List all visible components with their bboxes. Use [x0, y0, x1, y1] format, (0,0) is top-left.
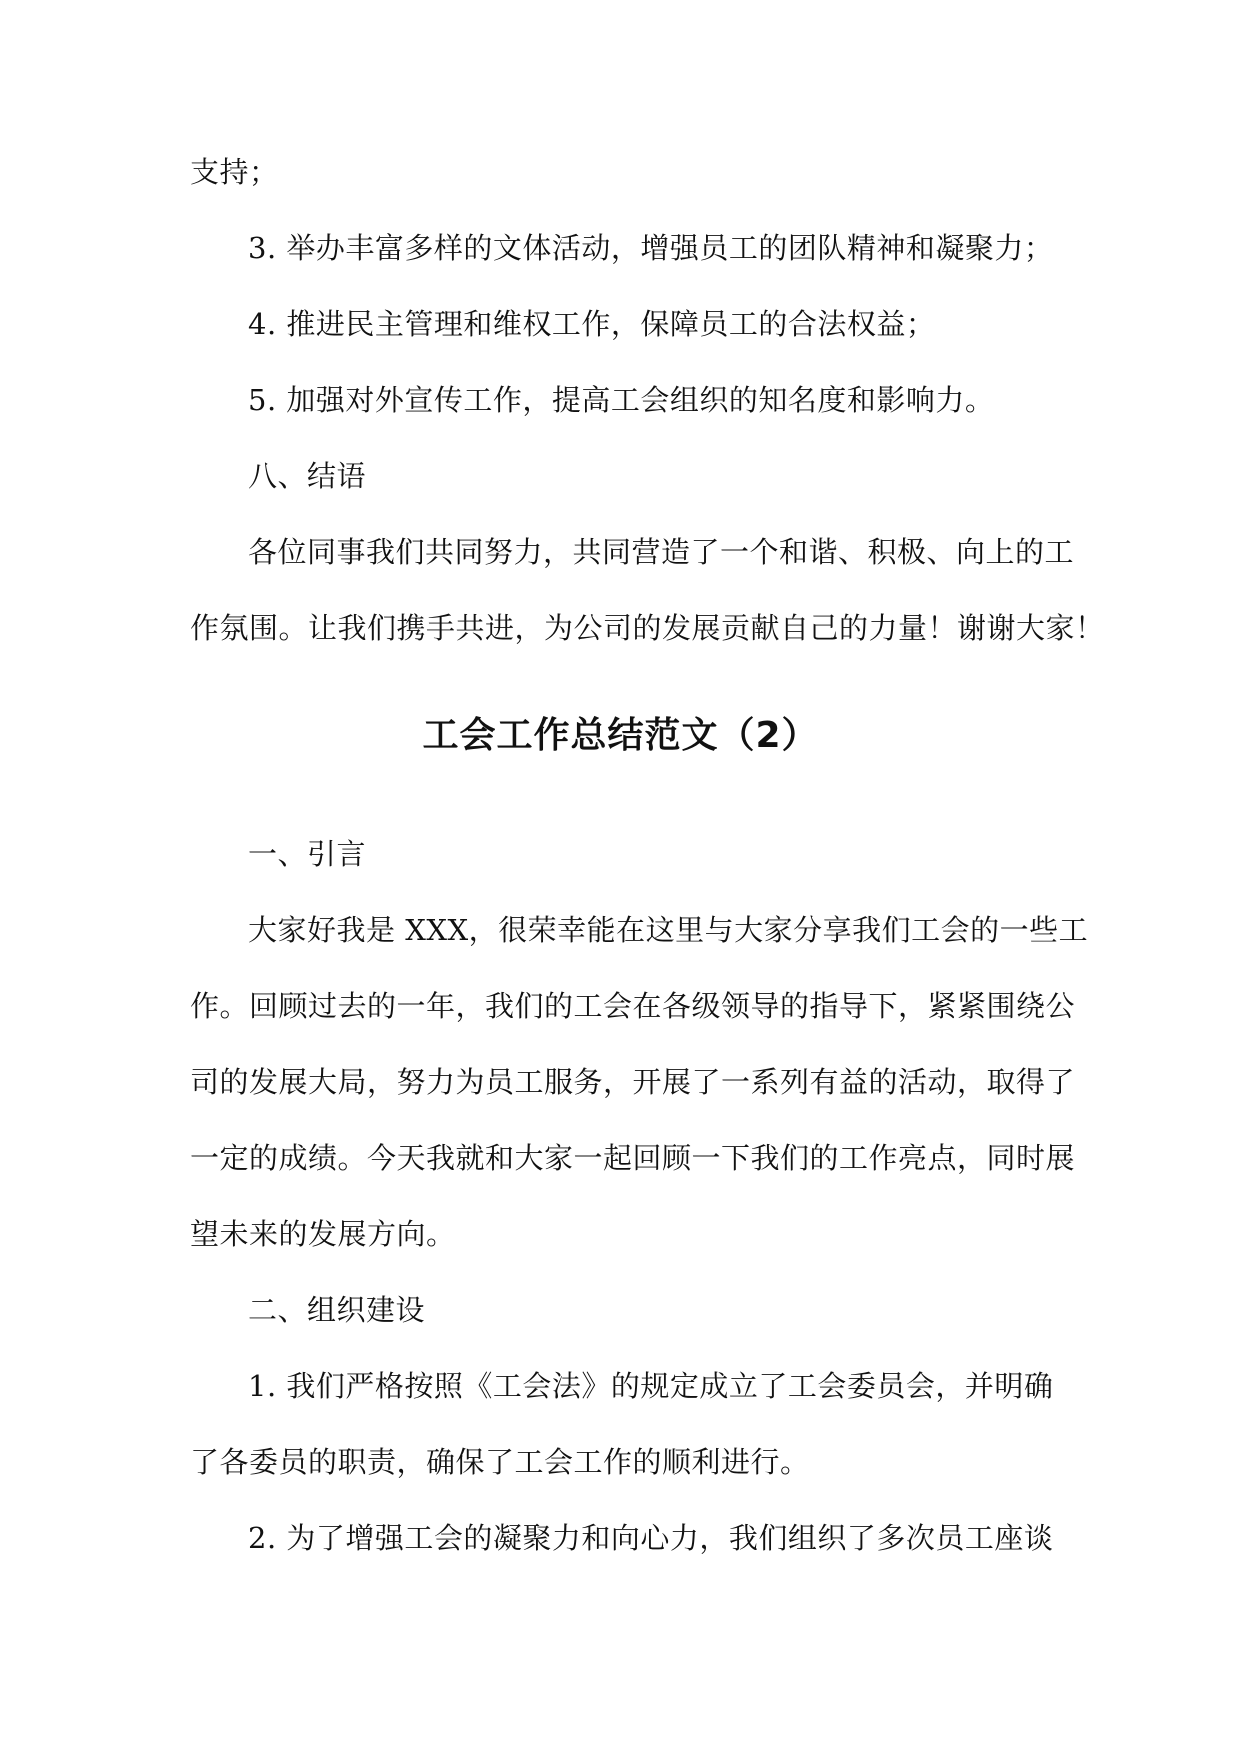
list-item: 3. 举办丰富多样的文体活动，增强员工的团队精神和凝聚力； — [248, 231, 1054, 265]
list-item: 5. 加强对外宣传工作，提高工会组织的知名度和影响力。 — [248, 383, 995, 417]
section-heading: 一、引言 — [248, 837, 367, 871]
text-line: 一定的成绩。今天我就和大家一起回顾一下我们的工作亮点，同时展 — [190, 1141, 1076, 1175]
list-item: 1. 我们严格按照《工会法》的规定成立了工会委员会，并明确 — [248, 1369, 1054, 1403]
text-line: 了各委员的职责，确保了工会工作的顺利进行。 — [190, 1445, 810, 1479]
document-title: 工会工作总结范文（2） — [422, 715, 819, 756]
text-line: 大家好我是 XXX，很荣幸能在这里与大家分享我们工会的一些工 — [248, 913, 1089, 947]
list-item: 4. 推进民主管理和维权工作，保障员工的合法权益； — [248, 307, 936, 341]
section-heading: 八、结语 — [248, 459, 367, 493]
text-line: 作氛围。让我们携手共进，为公司的发展贡献自己的力量！谢谢大家！ — [190, 611, 1105, 645]
text-line: 望未来的发展方向。 — [190, 1217, 456, 1251]
text-line: 各位同事我们共同努力，共同营造了一个和谐、积极、向上的工 — [248, 535, 1075, 569]
section-heading: 二、组织建设 — [248, 1293, 426, 1327]
text-line: 司的发展大局，努力为员工服务，开展了一系列有益的活动，取得了 — [190, 1065, 1076, 1099]
text-line: 支持； — [190, 155, 279, 189]
list-item: 2. 为了增强工会的凝聚力和向心力，我们组织了多次员工座谈 — [248, 1521, 1054, 1555]
text-line: 作。回顾过去的一年，我们的工会在各级领导的指导下，紧紧围绕公 — [190, 989, 1076, 1023]
